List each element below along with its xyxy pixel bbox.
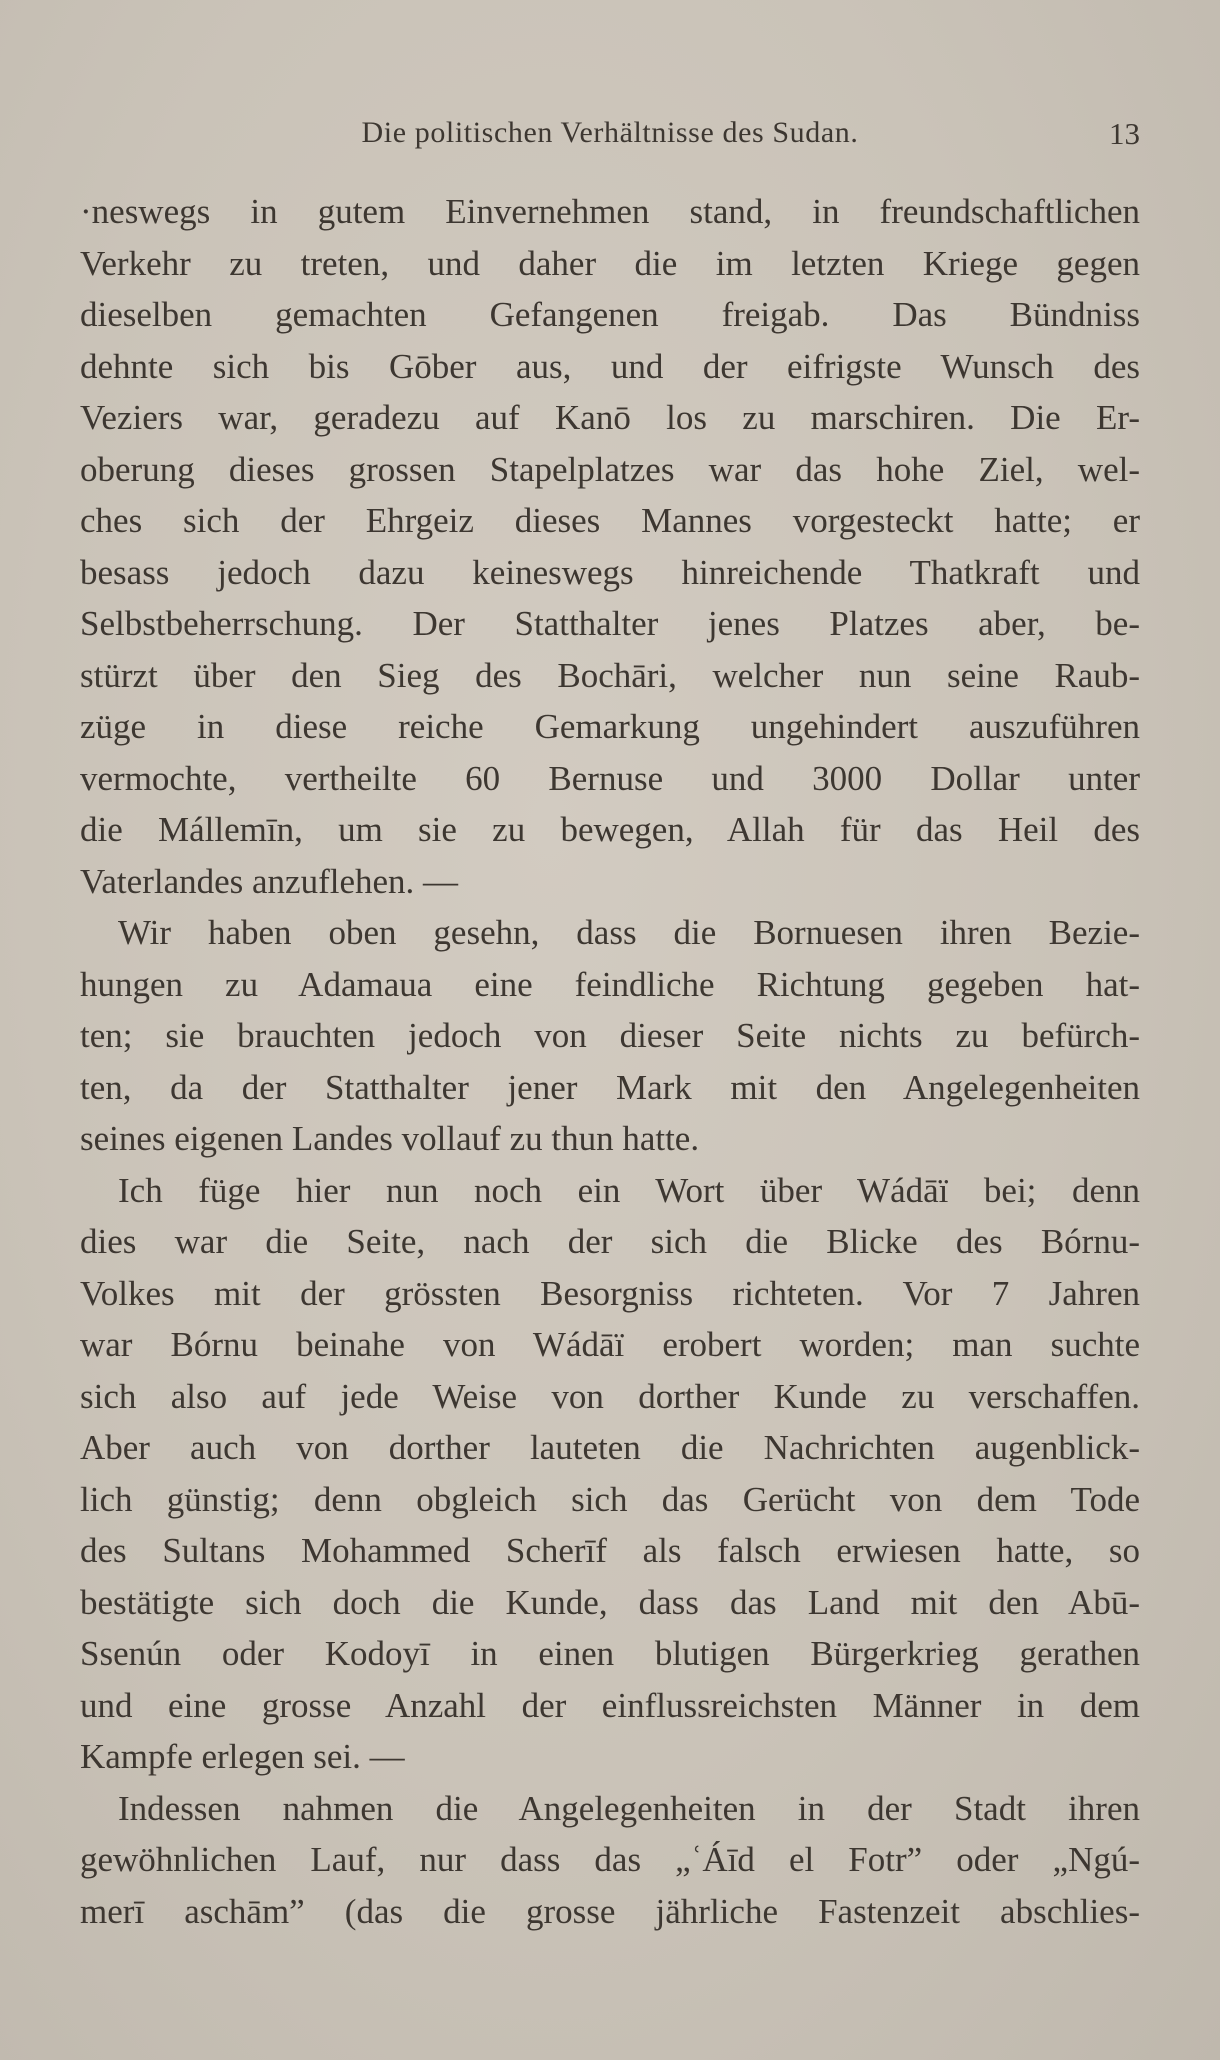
text-line: ches sich der Ehrgeiz dieses Mannes vorgesteckt hatte; er <box>80 501 1140 540</box>
text-line: war Bórnu beinahe von Wádāï erobert worden; man suchte <box>80 1325 1140 1364</box>
text-line: Veziers war, geradezu auf Kanō los zu marschiren. Die Er- <box>80 398 1140 437</box>
text-line: die Mállemīn, um sie zu bewegen, Allah für das Heil des <box>80 810 1140 849</box>
text-line: des Sultans Mohammed Scherīf als falsch erwiesen hatte, so <box>80 1531 1140 1570</box>
text-line: gewöhnlichen Lauf, nur dass das „ʿÁīd el Fotr” oder „Ngú- <box>80 1840 1140 1879</box>
body-text <box>80 186 1140 1937</box>
text-line: Wir haben oben gesehn, dass die Bornuesen ihren Bezie- <box>118 913 1140 952</box>
text-line: ·neswegs in gutem Einvernehmen stand, in freundschaftlichen <box>80 192 1140 231</box>
text-line: oberung dieses grossen Stapelplatzes war das hohe Ziel, wel- <box>80 449 1140 489</box>
text-line: dieselben gemachten Gefangenen freigab. Das Bündniss <box>80 295 1140 334</box>
text-line: und eine grosse Anzahl der einflussreichsten Männer in dem <box>80 1685 1140 1725</box>
text-line: Verkehr zu treten, und daher die im letzten Kriege gegen <box>80 243 1140 283</box>
text-line: Indessen nahmen die Angelegenheiten in der Stadt ihren <box>118 1788 1140 1828</box>
page-number: 13 <box>1109 116 1140 151</box>
text-line: dehnte sich bis Gōber aus, und der eifrigste Wunsch des <box>80 346 1140 386</box>
text-line: dies war die Seite, nach der sich die Blicke des Bórnu- <box>80 1222 1140 1261</box>
text-line: Selbstbeherrschung. Der Statthalter jenes Platzes aber, be- <box>80 604 1140 643</box>
text-line: Ich füge hier nun noch ein Wort über Wádāï bei; denn <box>118 1170 1140 1210</box>
text-line: Volkes mit der grössten Besorgniss richteten. Vor 7 Jahren <box>80 1273 1140 1313</box>
text-line: ten, da der Statthalter jener Mark mit den Angelegenheiten <box>80 1067 1140 1107</box>
text-line: Aber auch von dorther lauteten die Nachrichten augenblick- <box>80 1428 1140 1467</box>
text-line: züge in diese reiche Gemarkung ungehindert auszuführen <box>80 707 1140 746</box>
text-line: Ssenún oder Kodoyī in einen blutigen Bürgerkrieg gerathen <box>80 1634 1140 1673</box>
text-line: merī aschām” (das die grosse jährliche Fastenzeit abschlies- <box>80 1891 1140 1931</box>
text-line: besass jedoch dazu keineswegs hinreichende Thatkraft und <box>80 552 1140 592</box>
text-line: sich also auf jede Weise von dorther Kunde zu verschaffen. <box>80 1376 1140 1416</box>
text-line: seines eigenen Landes vollauf zu thun hatte. <box>80 1119 700 1158</box>
text-line: stürzt über den Sieg des Bochāri, welcher nun seine Raub- <box>80 655 1140 695</box>
running-title: Die politischen Verhältnisse des Sudan. <box>361 116 859 149</box>
text-line: ten; sie brauchten jedoch von dieser Seite nichts zu befürch- <box>80 1016 1140 1055</box>
text-line: lich günstig; denn obgleich sich das Gerücht von dem Tode <box>80 1479 1140 1519</box>
text-line: Vaterlandes anzuflehen. — <box>80 861 459 901</box>
text-line: bestätigte sich doch die Kunde, dass das Land mit den Abū- <box>80 1582 1140 1622</box>
text-line: hungen zu Adamaua eine feindliche Richtung gegeben hat- <box>80 964 1140 1004</box>
page-header <box>80 116 1140 166</box>
text-line: vermochte, vertheilte 60 Bernuse und 3000 Dollar unter <box>80 758 1140 798</box>
text-line: Kampfe erlegen sei. — <box>80 1737 405 1776</box>
